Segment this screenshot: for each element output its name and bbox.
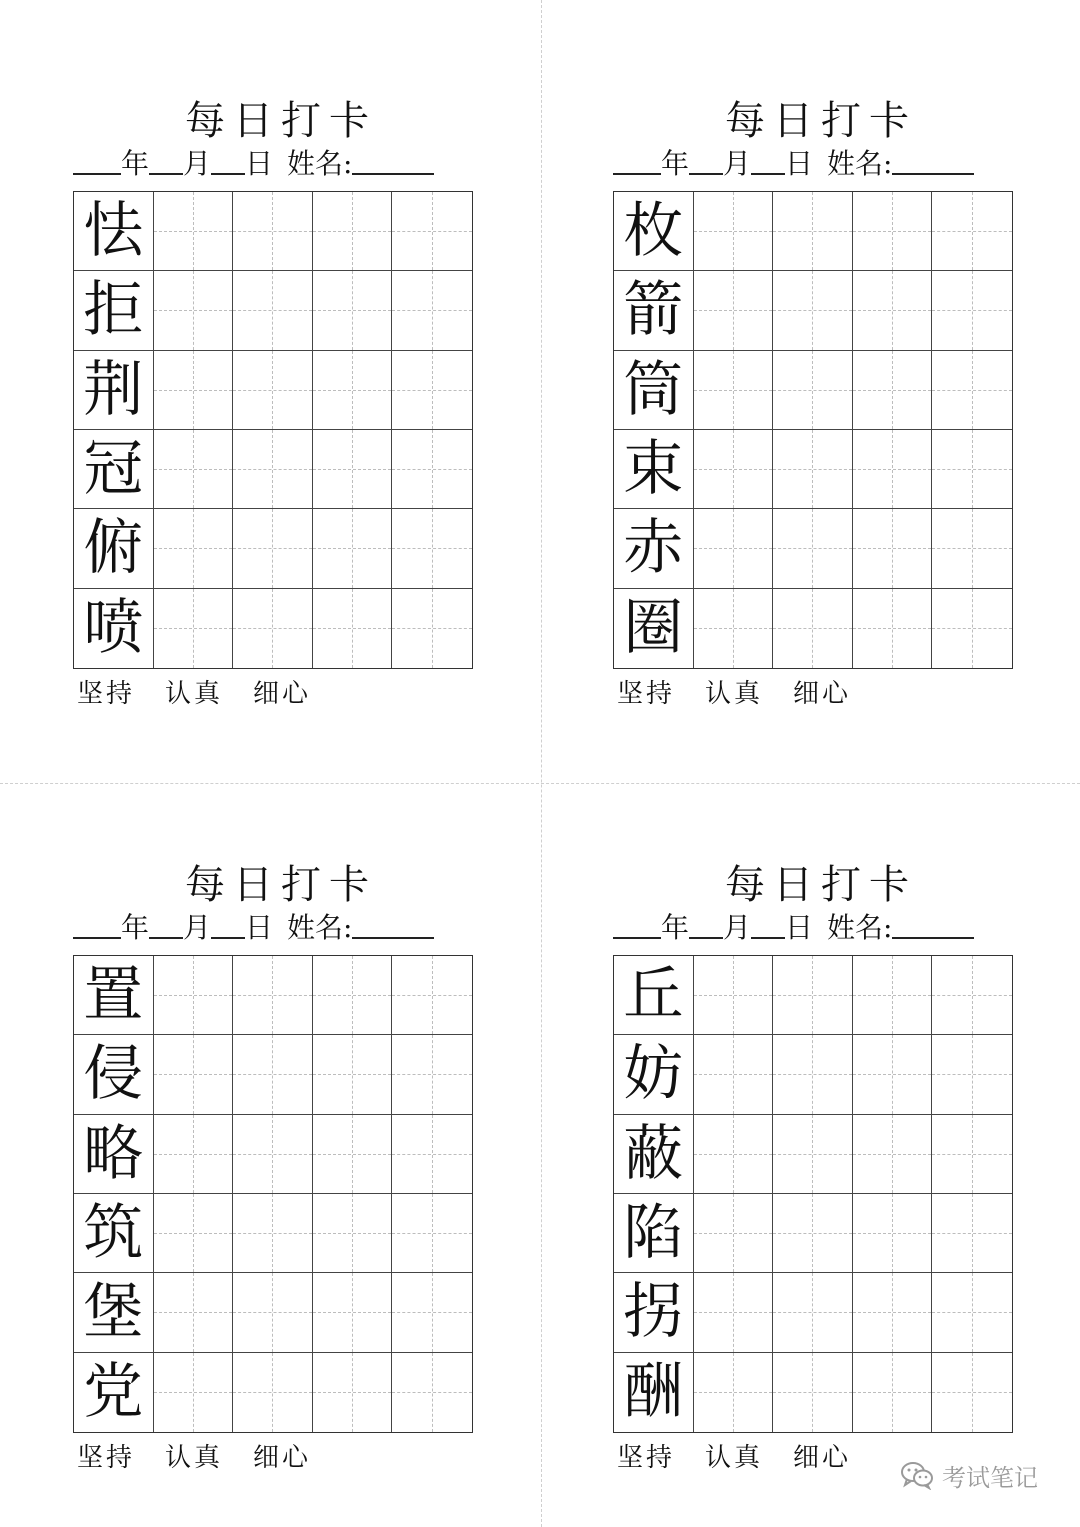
- writing-cell[interactable]: [694, 589, 774, 668]
- practice-card: [613, 859, 1013, 1499]
- model-character: 拐: [623, 1277, 684, 1348]
- model-character-cell: [74, 351, 154, 430]
- day-label: 日: [245, 147, 274, 180]
- writing-cell[interactable]: [853, 956, 933, 1035]
- practice-grid: [613, 191, 1013, 669]
- day-label: 日: [785, 911, 814, 944]
- year-blank[interactable]: [613, 909, 661, 939]
- model-character: 筒: [623, 354, 684, 425]
- date-name-line: [613, 909, 1013, 945]
- writing-cell[interactable]: [154, 1035, 234, 1114]
- writing-cell[interactable]: [233, 1194, 313, 1273]
- model-character-cell: [614, 430, 694, 509]
- writing-cell[interactable]: [154, 509, 234, 588]
- year-blank[interactable]: [73, 909, 121, 939]
- writing-cell[interactable]: [773, 271, 853, 350]
- day-label: 日: [245, 911, 274, 944]
- writing-cell[interactable]: [932, 589, 1012, 668]
- writing-cell[interactable]: [853, 589, 933, 668]
- model-character: 拒: [83, 275, 144, 346]
- model-character: 束: [623, 434, 684, 505]
- writing-cell[interactable]: [313, 1273, 393, 1352]
- month-blank[interactable]: [689, 909, 723, 939]
- motto-word: 细心: [793, 1443, 852, 1473]
- writing-cell[interactable]: [233, 1035, 313, 1114]
- writing-cell[interactable]: [932, 1194, 1012, 1273]
- writing-cell[interactable]: [313, 1115, 393, 1194]
- day-blank[interactable]: [211, 909, 245, 939]
- model-character-cell: [74, 589, 154, 668]
- motto-word: 细心: [253, 1443, 312, 1473]
- motto-word: 坚持: [617, 679, 676, 709]
- writing-cell[interactable]: [773, 589, 853, 668]
- model-character: 酬: [623, 1357, 684, 1428]
- writing-cell[interactable]: [392, 1115, 472, 1194]
- name-blank[interactable]: [352, 145, 434, 175]
- name-label: 姓名:: [287, 911, 353, 944]
- name-blank[interactable]: [892, 909, 974, 939]
- writing-cell[interactable]: [773, 1273, 853, 1352]
- motto-word: 细心: [253, 679, 312, 709]
- model-character-cell: [614, 1194, 694, 1273]
- writing-cell[interactable]: [154, 1353, 234, 1432]
- writing-cell[interactable]: [853, 430, 933, 509]
- writing-cell[interactable]: [853, 1273, 933, 1352]
- writing-cell[interactable]: [154, 271, 234, 350]
- writing-cell[interactable]: [313, 1194, 393, 1273]
- writing-cell[interactable]: [853, 1115, 933, 1194]
- writing-cell[interactable]: [392, 271, 472, 350]
- motto-word: 坚持: [77, 1443, 136, 1473]
- motto: [617, 677, 881, 711]
- writing-cell[interactable]: [932, 192, 1012, 271]
- motto-word: 认真: [165, 1443, 224, 1473]
- model-character-cell: [614, 1353, 694, 1432]
- writing-cell[interactable]: [694, 509, 774, 588]
- practice-card: [73, 859, 473, 1499]
- model-character-cell: [614, 509, 694, 588]
- writing-cell[interactable]: [932, 1115, 1012, 1194]
- writing-cell[interactable]: [853, 509, 933, 588]
- model-character: 丘: [623, 960, 684, 1031]
- writing-cell[interactable]: [773, 956, 853, 1035]
- writing-cell[interactable]: [694, 956, 774, 1035]
- motto-word: 细心: [793, 679, 852, 709]
- model-character: 怯: [83, 196, 144, 267]
- motto-word: 认真: [165, 679, 224, 709]
- name-label: 姓名:: [287, 147, 353, 180]
- model-character-cell: [74, 1353, 154, 1432]
- model-character-cell: [614, 271, 694, 350]
- writing-cell[interactable]: [694, 1115, 774, 1194]
- writing-cell[interactable]: [694, 192, 774, 271]
- writing-cell[interactable]: [773, 1194, 853, 1273]
- writing-cell[interactable]: [853, 1194, 933, 1273]
- model-character: 略: [83, 1118, 144, 1189]
- practice-grid: [613, 955, 1013, 1433]
- writing-cell[interactable]: [853, 192, 933, 271]
- writing-cell[interactable]: [694, 1353, 774, 1432]
- month-label: 月: [723, 147, 752, 180]
- model-character: 侵: [83, 1039, 144, 1110]
- watermark-text: 考试笔记: [942, 1463, 1038, 1492]
- motto-word: 坚持: [77, 679, 136, 709]
- writing-cell[interactable]: [233, 589, 313, 668]
- model-character-cell: [74, 1273, 154, 1352]
- writing-cell[interactable]: [154, 1273, 234, 1352]
- writing-cell[interactable]: [392, 430, 472, 509]
- writing-cell[interactable]: [773, 430, 853, 509]
- model-character: 党: [83, 1357, 144, 1428]
- model-character: 置: [83, 960, 144, 1031]
- motto-word: 坚持: [617, 1443, 676, 1473]
- writing-cell[interactable]: [932, 351, 1012, 430]
- motto-word: 认真: [705, 1443, 764, 1473]
- writing-cell[interactable]: [932, 430, 1012, 509]
- writing-cell[interactable]: [773, 351, 853, 430]
- writing-cell[interactable]: [853, 351, 933, 430]
- writing-cell[interactable]: [773, 1115, 853, 1194]
- writing-cell[interactable]: [392, 956, 472, 1035]
- day-blank[interactable]: [751, 145, 785, 175]
- model-character: 荆: [83, 354, 144, 425]
- model-character-cell: [614, 1035, 694, 1114]
- wechat-icon: [900, 1460, 934, 1490]
- writing-cell[interactable]: [313, 271, 393, 350]
- model-character-cell: [614, 1115, 694, 1194]
- day-label: 日: [785, 147, 814, 180]
- writing-cell[interactable]: [392, 1273, 472, 1352]
- model-character: 喷: [83, 593, 144, 664]
- card-title: 每日打卡: [725, 862, 917, 908]
- writing-cell[interactable]: [932, 1273, 1012, 1352]
- writing-cell[interactable]: [154, 192, 234, 271]
- model-character-cell: [74, 956, 154, 1035]
- writing-cell[interactable]: [694, 351, 774, 430]
- watermark: [900, 1458, 1038, 1492]
- writing-cell[interactable]: [932, 271, 1012, 350]
- writing-cell[interactable]: [392, 351, 472, 430]
- day-blank[interactable]: [751, 909, 785, 939]
- motto: [77, 1441, 341, 1475]
- card-title: 每日打卡: [725, 98, 917, 144]
- writing-cell[interactable]: [773, 192, 853, 271]
- writing-cell[interactable]: [694, 1194, 774, 1273]
- model-character-cell: [614, 351, 694, 430]
- writing-cell[interactable]: [392, 192, 472, 271]
- model-character: 妨: [623, 1039, 684, 1110]
- writing-cell[interactable]: [233, 192, 313, 271]
- writing-cell[interactable]: [313, 351, 393, 430]
- writing-cell[interactable]: [313, 509, 393, 588]
- writing-cell[interactable]: [313, 1035, 393, 1114]
- date-name-line: [613, 145, 1013, 181]
- model-character-cell: [614, 192, 694, 271]
- model-character: 枚: [623, 196, 684, 267]
- card-title: 每日打卡: [185, 862, 377, 908]
- writing-cell[interactable]: [392, 1194, 472, 1273]
- writing-cell[interactable]: [932, 509, 1012, 588]
- date-name-line: [73, 909, 473, 945]
- writing-cell[interactable]: [313, 1353, 393, 1432]
- writing-cell[interactable]: [853, 271, 933, 350]
- writing-cell[interactable]: [154, 956, 234, 1035]
- writing-cell[interactable]: [154, 351, 234, 430]
- writing-cell[interactable]: [773, 1035, 853, 1114]
- year-label: 年: [121, 911, 150, 944]
- model-character-cell: [614, 1273, 694, 1352]
- year-blank[interactable]: [613, 145, 661, 175]
- writing-cell[interactable]: [932, 1353, 1012, 1432]
- model-character-cell: [74, 271, 154, 350]
- model-character-cell: [74, 1115, 154, 1194]
- writing-cell[interactable]: [392, 509, 472, 588]
- writing-cell[interactable]: [154, 589, 234, 668]
- model-character-cell: [74, 509, 154, 588]
- model-character-cell: [74, 192, 154, 271]
- model-character: 堡: [83, 1277, 144, 1348]
- name-label: 姓名:: [827, 911, 893, 944]
- writing-cell[interactable]: [233, 1353, 313, 1432]
- month-blank[interactable]: [149, 145, 183, 175]
- model-character-cell: [74, 430, 154, 509]
- writing-cell[interactable]: [392, 1035, 472, 1114]
- motto-word: 认真: [705, 679, 764, 709]
- writing-cell[interactable]: [313, 589, 393, 668]
- writing-cell[interactable]: [233, 430, 313, 509]
- writing-cell[interactable]: [694, 1035, 774, 1114]
- model-character: 俯: [83, 513, 144, 584]
- writing-cell[interactable]: [853, 1035, 933, 1114]
- practice-grid: [73, 955, 473, 1433]
- writing-cell[interactable]: [392, 589, 472, 668]
- writing-cell[interactable]: [694, 1273, 774, 1352]
- model-character-cell: [614, 589, 694, 668]
- month-label: 月: [723, 911, 752, 944]
- model-character: 蔽: [623, 1118, 684, 1189]
- model-character: 圈: [623, 593, 684, 664]
- month-label: 月: [183, 911, 212, 944]
- day-blank[interactable]: [211, 145, 245, 175]
- date-name-line: [73, 145, 473, 181]
- model-character: 筑: [83, 1198, 144, 1269]
- writing-cell[interactable]: [313, 430, 393, 509]
- writing-cell[interactable]: [773, 509, 853, 588]
- month-blank[interactable]: [149, 909, 183, 939]
- model-character: 箭: [623, 275, 684, 346]
- name-label: 姓名:: [827, 147, 893, 180]
- writing-cell[interactable]: [154, 1194, 234, 1273]
- writing-cell[interactable]: [154, 1115, 234, 1194]
- practice-card: [73, 95, 473, 735]
- model-character-cell: [74, 1035, 154, 1114]
- writing-cell[interactable]: [233, 271, 313, 350]
- writing-cell[interactable]: [233, 1273, 313, 1352]
- writing-cell[interactable]: [694, 271, 774, 350]
- writing-cell[interactable]: [392, 1353, 472, 1432]
- practice-card: [613, 95, 1013, 735]
- name-blank[interactable]: [892, 145, 974, 175]
- writing-cell[interactable]: [233, 351, 313, 430]
- writing-cell[interactable]: [932, 1035, 1012, 1114]
- month-blank[interactable]: [689, 145, 723, 175]
- model-character: 陷: [623, 1198, 684, 1269]
- year-label: 年: [661, 147, 690, 180]
- writing-cell[interactable]: [694, 430, 774, 509]
- model-character-cell: [614, 956, 694, 1035]
- writing-cell[interactable]: [313, 192, 393, 271]
- year-label: 年: [121, 147, 150, 180]
- motto: [617, 1441, 881, 1475]
- horizontal-cut-line: [0, 783, 1080, 784]
- writing-cell[interactable]: [233, 1115, 313, 1194]
- writing-cell[interactable]: [233, 509, 313, 588]
- name-blank[interactable]: [352, 909, 434, 939]
- writing-cell[interactable]: [773, 1353, 853, 1432]
- card-title: 每日打卡: [185, 98, 377, 144]
- writing-cell[interactable]: [313, 956, 393, 1035]
- model-character: 冠: [83, 434, 144, 505]
- year-label: 年: [661, 911, 690, 944]
- practice-grid: [73, 191, 473, 669]
- model-character-cell: [74, 1194, 154, 1273]
- writing-cell[interactable]: [932, 956, 1012, 1035]
- vertical-cut-line: [541, 0, 542, 1527]
- writing-cell[interactable]: [853, 1353, 933, 1432]
- writing-cell[interactable]: [233, 956, 313, 1035]
- month-label: 月: [183, 147, 212, 180]
- year-blank[interactable]: [73, 145, 121, 175]
- motto: [77, 677, 341, 711]
- model-character: 赤: [623, 513, 684, 584]
- writing-cell[interactable]: [154, 430, 234, 509]
